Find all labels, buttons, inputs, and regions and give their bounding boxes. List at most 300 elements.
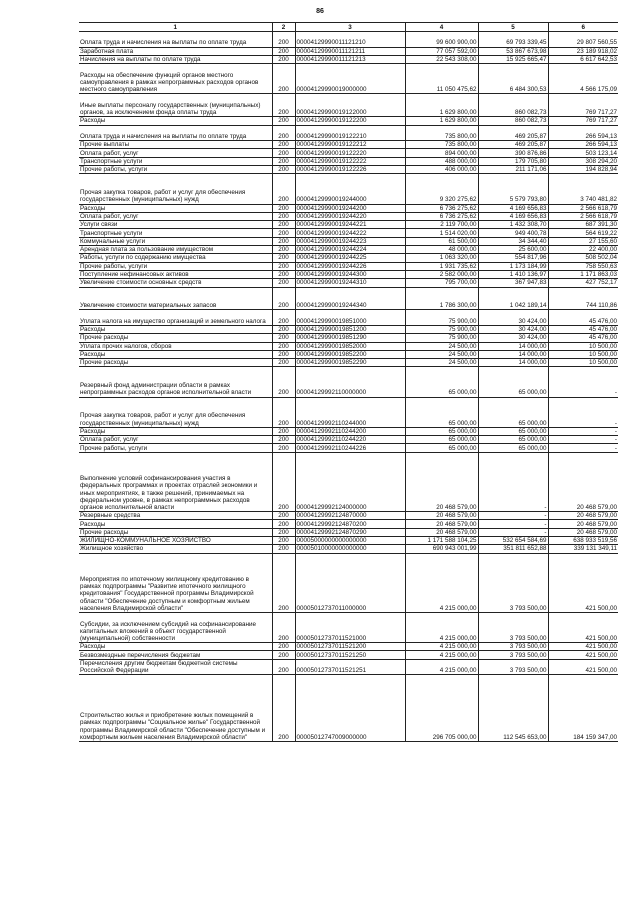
cell-classifier: 00004129990019852000 <box>295 342 405 350</box>
cell-v5: 69 793 339,45 <box>478 32 548 48</box>
cell-code: 200 <box>272 166 295 174</box>
table-row <box>79 325 618 333</box>
cell-v4: 735 800,00 <box>405 125 478 141</box>
cell-v5: 3 793 500,00 <box>478 553 548 612</box>
cell-classifier: 00004129990019244200 <box>295 204 405 212</box>
cell-code: 200 <box>272 643 295 651</box>
table-row <box>79 117 618 125</box>
cell-name: Расходы <box>79 325 272 333</box>
cell-code: 200 <box>272 229 295 237</box>
cell-v4: 20 468 579,00 <box>405 452 478 511</box>
table-row <box>79 444 618 452</box>
cell-classifier: 00004129990011121213 <box>295 55 405 63</box>
cell-classifier: 00004129990019244222 <box>295 229 405 237</box>
cell-classifier: 00004129990019122000 <box>295 94 405 117</box>
cell-name: Расходы на обеспечение функций органов местного самоуправления в рамках непрограммных расходов органов местного самоуправления <box>79 64 272 94</box>
cell-name: Увеличение стоимости основных средств <box>79 279 272 287</box>
cell-v5: 1 173 184,99 <box>478 262 548 270</box>
cell-v4: 75 900,00 <box>405 310 478 326</box>
cell-v6: 421 500,00 <box>548 659 618 675</box>
cell-v4: 488 000,00 <box>405 157 478 165</box>
cell-classifier: 00004129992110244000 <box>295 397 405 427</box>
cell-classifier: 00004129990019122226 <box>295 166 405 174</box>
cell-v6: 27 155,60 <box>548 237 618 245</box>
table-row <box>79 55 618 63</box>
cell-v4: 690 943 001,99 <box>405 545 478 553</box>
cell-v5: 3 793 500,00 <box>478 643 548 651</box>
cell-name: Иные выплаты персоналу государственных (муниципальных) органов, за исключением фонда оплаты труда <box>79 94 272 117</box>
table-row <box>79 528 618 536</box>
cell-classifier: 00005000000000000000 <box>295 537 405 545</box>
cell-classifier: 00004129992110000000 <box>295 367 405 397</box>
cell-code: 200 <box>272 141 295 149</box>
table-row <box>79 334 618 342</box>
cell-name: Уплата прочих налогов, сборов <box>79 342 272 350</box>
cell-code: 200 <box>272 212 295 220</box>
cell-v6: 184 159 347,00 <box>548 675 618 742</box>
cell-name: Резервные средства <box>79 512 272 520</box>
cell-v6: 564 619,22 <box>548 229 618 237</box>
table-row <box>79 342 618 350</box>
cell-classifier: 00004129990019244223 <box>295 237 405 245</box>
cell-name: Прочая закупка товаров, работ и услуг для обеспечения государственных (муниципальных) нужд <box>79 397 272 427</box>
cell-v4: 6 736 275,62 <box>405 204 478 212</box>
table-row <box>79 675 618 742</box>
cell-classifier: 00005012737011000000 <box>295 553 405 612</box>
cell-v4: 24 500,00 <box>405 359 478 367</box>
cell-v5: 469 205,87 <box>478 141 548 149</box>
cell-v6: 421 500,00 <box>548 613 618 643</box>
cell-v5: 1 410 136,97 <box>478 270 548 278</box>
cell-code: 200 <box>272 651 295 659</box>
cell-classifier: 00004129990019244310 <box>295 279 405 287</box>
cell-code: 200 <box>272 32 295 48</box>
cell-name: Прочие расходы <box>79 334 272 342</box>
table-row <box>79 157 618 165</box>
cell-name: Оплата труда и начисления на выплаты по оплате труда <box>79 32 272 48</box>
cell-name: Оплата работ, услуг <box>79 149 272 157</box>
cell-name: Жилищное хозяйство <box>79 545 272 553</box>
cell-name: Резервный фонд администрации области в рамках непрограммных расходов органов исполнительной власти <box>79 367 272 397</box>
cell-name: Расходы <box>79 350 272 358</box>
table-row <box>79 237 618 245</box>
cell-name: Перечисления другим бюджетам бюджетной системы Российской Федерации <box>79 659 272 675</box>
cell-v4: 20 468 579,00 <box>405 520 478 528</box>
cell-v5: 4 169 656,83 <box>478 212 548 220</box>
cell-code: 200 <box>272 287 295 310</box>
cell-v4: 77 057 592,00 <box>405 47 478 55</box>
cell-name: Прочие расходы <box>79 528 272 536</box>
cell-name: Поступление нефинансовых активов <box>79 270 272 278</box>
cell-v4: 296 705 000,00 <box>405 675 478 742</box>
cell-name: Оплата работ, услуг <box>79 212 272 220</box>
column-number: 2 <box>272 23 295 32</box>
column-number-row <box>79 23 618 32</box>
cell-v5: 25 600,00 <box>478 246 548 254</box>
cell-v5: 949 400,78 <box>478 229 548 237</box>
table-row <box>79 141 618 149</box>
cell-v4: 894 000,00 <box>405 149 478 157</box>
cell-v4: 1 786 300,00 <box>405 287 478 310</box>
table-row <box>79 350 618 358</box>
table-row <box>79 427 618 435</box>
cell-v6: 508 502,04 <box>548 254 618 262</box>
cell-classifier: 00004129990019122212 <box>295 141 405 149</box>
cell-classifier: 00004129992124870290 <box>295 528 405 536</box>
cell-name: Субсидии, за исключением субсидий на софинансирование капитальных вложений в объект государственной (муниципальной) собственности <box>79 613 272 643</box>
cell-v6: 1 171 863,03 <box>548 270 618 278</box>
cell-v4: 4 215 000,00 <box>405 643 478 651</box>
cell-v6: 4 566 175,09 <box>548 64 618 94</box>
cell-name: ЖИЛИЩНО-КОММУНАЛЬНОЕ ХОЗЯЙСТВО <box>79 537 272 545</box>
table-row <box>79 512 618 520</box>
cell-code: 200 <box>272 157 295 165</box>
cell-v4: 24 500,00 <box>405 342 478 350</box>
cell-classifier: 00005010000000000000 <box>295 545 405 553</box>
table-row <box>79 651 618 659</box>
cell-v5: 34 344,40 <box>478 237 548 245</box>
cell-code: 200 <box>272 512 295 520</box>
cell-v6: 769 717,27 <box>548 117 618 125</box>
table-row <box>79 212 618 220</box>
cell-code: 200 <box>272 270 295 278</box>
cell-v5: 53 867 673,98 <box>478 47 548 55</box>
table-row <box>79 545 618 553</box>
cell-v6: 10 500,00 <box>548 350 618 358</box>
table-row <box>79 452 618 511</box>
cell-code: 200 <box>272 452 295 511</box>
cell-v5: - <box>478 512 548 520</box>
cell-v6: 503 123,14 <box>548 149 618 157</box>
cell-v6: 769 717,27 <box>548 94 618 117</box>
cell-v4: 9 320 275,62 <box>405 174 478 204</box>
cell-v6: 308 294,20 <box>548 157 618 165</box>
cell-v6: 266 594,13 <box>548 125 618 141</box>
cell-v6: - <box>548 444 618 452</box>
cell-v6: 6 617 642,53 <box>548 55 618 63</box>
cell-name: Работы, услуги по содержанию имущества <box>79 254 272 262</box>
table-row <box>79 229 618 237</box>
cell-v6: 45 476,00 <box>548 310 618 326</box>
table-row <box>79 94 618 117</box>
table-row <box>79 262 618 270</box>
cell-code: 200 <box>272 397 295 427</box>
cell-v6: - <box>548 436 618 444</box>
cell-classifier: 00004129990019244226 <box>295 262 405 270</box>
cell-v4: 65 000,00 <box>405 436 478 444</box>
cell-classifier: 00004129990019851290 <box>295 334 405 342</box>
table-row <box>79 174 618 204</box>
cell-v4: 1 171 588 104,25 <box>405 537 478 545</box>
cell-v5: - <box>478 520 548 528</box>
cell-code: 200 <box>272 310 295 326</box>
cell-classifier: 00004129990019122222 <box>295 157 405 165</box>
cell-v4: 735 800,00 <box>405 141 478 149</box>
cell-v6: 2 566 618,79 <box>548 204 618 212</box>
cell-code: 200 <box>272 537 295 545</box>
cell-v4: 4 215 000,00 <box>405 553 478 612</box>
cell-name: Мероприятия по ипотечному жилищному кредитованию в рамках подпрограммы "Развитие ипотечного жилищного кредитования" Государственной программы Владимирской области "Обеспечение доступным и комфортным жильем населения Владимирской области" <box>79 553 272 612</box>
cell-v6: 744 110,86 <box>548 287 618 310</box>
table-row <box>79 270 618 278</box>
cell-code: 200 <box>272 342 295 350</box>
cell-v5: 14 000,00 <box>478 350 548 358</box>
cell-name: Транспортные услуги <box>79 229 272 237</box>
cell-name: Прочие работы, услуги <box>79 166 272 174</box>
cell-v4: 48 000,00 <box>405 246 478 254</box>
cell-classifier: 00004129990019852200 <box>295 350 405 358</box>
table-row <box>79 254 618 262</box>
cell-code: 200 <box>272 444 295 452</box>
column-number: 6 <box>548 23 618 32</box>
cell-v6: 20 468 579,00 <box>548 512 618 520</box>
cell-code: 200 <box>272 279 295 287</box>
cell-name: Оплата труда и начисления на выплаты по оплате труда <box>79 125 272 141</box>
cell-code: 200 <box>272 55 295 63</box>
cell-v5: 469 205,87 <box>478 125 548 141</box>
cell-classifier: 00004129990019122200 <box>295 117 405 125</box>
cell-v4: 20 468 579,00 <box>405 512 478 520</box>
column-number: 5 <box>478 23 548 32</box>
cell-name: Безвозмездные перечисления бюджетам <box>79 651 272 659</box>
cell-v4: 24 500,00 <box>405 350 478 358</box>
cell-classifier: 00004129992124000000 <box>295 452 405 511</box>
cell-name: Расходы <box>79 643 272 651</box>
cell-name: Прочие выплаты <box>79 141 272 149</box>
cell-classifier: 00004129990019122210 <box>295 125 405 141</box>
table-row <box>79 125 618 141</box>
cell-v4: 75 900,00 <box>405 334 478 342</box>
cell-name: Оплата работ, услуг <box>79 436 272 444</box>
cell-name: Транспортные услуги <box>79 157 272 165</box>
table-row <box>79 221 618 229</box>
cell-v6: 339 131 349,11 <box>548 545 618 553</box>
table-row <box>79 166 618 174</box>
table-row <box>79 553 618 612</box>
table-row <box>79 359 618 367</box>
cell-v6: 687 391,30 <box>548 221 618 229</box>
table-row <box>79 149 618 157</box>
cell-v6: 638 933 519,56 <box>548 537 618 545</box>
cell-v5: 112 545 653,00 <box>478 675 548 742</box>
cell-classifier: 00004129990019851000 <box>295 310 405 326</box>
cell-v5: - <box>478 528 548 536</box>
cell-v5: 351 811 652,88 <box>478 545 548 553</box>
cell-code: 200 <box>272 204 295 212</box>
cell-v5: - <box>478 452 548 511</box>
cell-v5: 14 000,00 <box>478 342 548 350</box>
cell-code: 200 <box>272 117 295 125</box>
cell-name: Строительство жилья и приобретение жилых помещений в рамках подпрограммы "Социальное жилье" Государственной программы Владимирской области "Обеспечение доступным и комфортным жильем населения Владимирской области" <box>79 675 272 742</box>
cell-code: 200 <box>272 149 295 157</box>
cell-v5: 554 817,96 <box>478 254 548 262</box>
cell-code: 200 <box>272 125 295 141</box>
cell-v4: 1 063 320,00 <box>405 254 478 262</box>
cell-v6: - <box>548 367 618 397</box>
cell-classifier: 00004129990019000000 <box>295 64 405 94</box>
cell-v5: 179 705,80 <box>478 157 548 165</box>
cell-v4: 795 700,00 <box>405 279 478 287</box>
cell-v4: 65 000,00 <box>405 444 478 452</box>
cell-name: Расходы <box>79 117 272 125</box>
cell-v6: 29 807 560,55 <box>548 32 618 48</box>
cell-code: 200 <box>272 613 295 643</box>
cell-classifier: 00004129990019244340 <box>295 287 405 310</box>
cell-classifier: 00004129990019122220 <box>295 149 405 157</box>
column-number: 3 <box>295 23 405 32</box>
cell-code: 200 <box>272 553 295 612</box>
table-row <box>79 47 618 55</box>
cell-code: 200 <box>272 64 295 94</box>
cell-v6: 20 468 579,00 <box>548 452 618 511</box>
cell-code: 200 <box>272 659 295 675</box>
cell-v6: 45 476,00 <box>548 325 618 333</box>
cell-v4: 4 215 000,00 <box>405 613 478 643</box>
cell-v5: 30 424,00 <box>478 334 548 342</box>
column-number: 1 <box>79 23 272 32</box>
cell-v4: 99 600 900,00 <box>405 32 478 48</box>
cell-v5: 6 484 300,53 <box>478 64 548 94</box>
table-row <box>79 287 618 310</box>
cell-code: 200 <box>272 520 295 528</box>
cell-code: 200 <box>272 325 295 333</box>
table-row <box>79 279 618 287</box>
cell-v6: 22 400,00 <box>548 246 618 254</box>
cell-v4: 6 736 275,62 <box>405 212 478 220</box>
cell-v5: 5 579 793,80 <box>478 174 548 204</box>
cell-v6: 10 500,00 <box>548 342 618 350</box>
cell-classifier: 00004129992124870000 <box>295 512 405 520</box>
table-row <box>79 204 618 212</box>
cell-v6: - <box>548 427 618 435</box>
cell-v5: 3 793 500,00 <box>478 613 548 643</box>
cell-v6: 421 500,00 <box>548 643 618 651</box>
cell-v4: 1 629 800,00 <box>405 117 478 125</box>
cell-v5: 860 082,73 <box>478 94 548 117</box>
cell-v6: 10 500,00 <box>548 359 618 367</box>
cell-classifier: 00005012737011521250 <box>295 651 405 659</box>
cell-v6: 20 468 579,00 <box>548 520 618 528</box>
cell-v4: 65 000,00 <box>405 367 478 397</box>
cell-v6: 2 566 618,79 <box>548 212 618 220</box>
cell-v5: 532 654 584,69 <box>478 537 548 545</box>
cell-code: 200 <box>272 262 295 270</box>
cell-name: Выполнение условий софинансирования участия в федеральных программах и проектах отраслей экономики и иных мероприятиях, в также решений, принимаемых на федеральном уровне, в рамках непрограммных расходов органов исполнительной власти <box>79 452 272 511</box>
cell-code: 200 <box>272 350 295 358</box>
cell-v6: 45 476,00 <box>548 334 618 342</box>
cell-code: 200 <box>272 246 295 254</box>
cell-classifier: 00004129992110244226 <box>295 444 405 452</box>
cell-v5: 65 000,00 <box>478 427 548 435</box>
table-row <box>79 659 618 675</box>
cell-classifier: 00004129990019244224 <box>295 246 405 254</box>
cell-v4: 20 468 579,00 <box>405 528 478 536</box>
cell-v4: 22 543 308,00 <box>405 55 478 63</box>
cell-v6: 20 468 579,00 <box>548 528 618 536</box>
cell-v5: 1 432 308,70 <box>478 221 548 229</box>
cell-classifier: 00004129990019244221 <box>295 221 405 229</box>
cell-classifier: 00004129990019244300 <box>295 270 405 278</box>
cell-classifier: 00004129992110244200 <box>295 427 405 435</box>
cell-name: Прочие расходы <box>79 359 272 367</box>
cell-v4: 1 931 735,62 <box>405 262 478 270</box>
table-row <box>79 613 618 643</box>
cell-v5: 65 000,00 <box>478 444 548 452</box>
page-number: 86 <box>316 8 324 15</box>
table-row <box>79 310 618 326</box>
cell-name: Расходы <box>79 520 272 528</box>
cell-v4: 4 215 000,00 <box>405 651 478 659</box>
table-row <box>79 397 618 427</box>
cell-classifier: 00005012737011521251 <box>295 659 405 675</box>
cell-code: 200 <box>272 675 295 742</box>
cell-code: 200 <box>272 254 295 262</box>
cell-v4: 2 119 700,00 <box>405 221 478 229</box>
cell-name: Уплата налога на имущество организаций и земельного налога <box>79 310 272 326</box>
table-row <box>79 32 618 48</box>
cell-v5: 30 424,00 <box>478 310 548 326</box>
cell-classifier: 00005012747009000000 <box>295 675 405 742</box>
cell-v6: 194 828,94 <box>548 166 618 174</box>
cell-code: 200 <box>272 427 295 435</box>
cell-v6: - <box>548 397 618 427</box>
cell-v5: 211 171,06 <box>478 166 548 174</box>
cell-v4: 4 215 000,00 <box>405 659 478 675</box>
cell-name: Коммунальные услуги <box>79 237 272 245</box>
cell-name: Прочие работы, услуги <box>79 262 272 270</box>
cell-v5: 390 876,86 <box>478 149 548 157</box>
cell-v6: 758 550,63 <box>548 262 618 270</box>
cell-name: Начисления на выплаты по оплате труда <box>79 55 272 63</box>
cell-v6: 427 752,17 <box>548 279 618 287</box>
cell-classifier: 00004129990019244220 <box>295 212 405 220</box>
cell-code: 200 <box>272 359 295 367</box>
cell-v4: 406 000,00 <box>405 166 478 174</box>
cell-v6: 421 500,00 <box>548 553 618 612</box>
budget-execution-table <box>79 22 618 742</box>
cell-code: 200 <box>272 367 295 397</box>
cell-classifier: 00004129992110244220 <box>295 436 405 444</box>
cell-v4: 75 900,00 <box>405 325 478 333</box>
cell-v5: 15 925 665,47 <box>478 55 548 63</box>
table-row <box>79 537 618 545</box>
cell-v4: 1 629 800,00 <box>405 94 478 117</box>
cell-v5: 65 000,00 <box>478 436 548 444</box>
cell-code: 200 <box>272 237 295 245</box>
cell-classifier: 00005012737011521200 <box>295 643 405 651</box>
table-row <box>79 643 618 651</box>
cell-name: Арендная плата за пользование имуществом <box>79 246 272 254</box>
cell-classifier: 00004129990011121211 <box>295 47 405 55</box>
cell-v5: 1 042 189,14 <box>478 287 548 310</box>
cell-v5: 367 947,83 <box>478 279 548 287</box>
cell-v5: 65 000,00 <box>478 367 548 397</box>
cell-classifier: 00005012737011521000 <box>295 613 405 643</box>
cell-classifier: 00004129990019244000 <box>295 174 405 204</box>
cell-v5: 3 793 500,00 <box>478 651 548 659</box>
cell-name: Прочие работы, услуги <box>79 444 272 452</box>
cell-v5: 65 000,00 <box>478 397 548 427</box>
cell-v4: 1 514 020,00 <box>405 229 478 237</box>
cell-classifier: 00004129990019852290 <box>295 359 405 367</box>
cell-code: 200 <box>272 47 295 55</box>
cell-v6: 266 594,13 <box>548 141 618 149</box>
cell-name: Увеличение стоимости материальных запасов <box>79 287 272 310</box>
cell-classifier: 00004129990019851200 <box>295 325 405 333</box>
cell-name: Расходы <box>79 427 272 435</box>
cell-name: Услуги связи <box>79 221 272 229</box>
cell-v5: 860 082,73 <box>478 117 548 125</box>
